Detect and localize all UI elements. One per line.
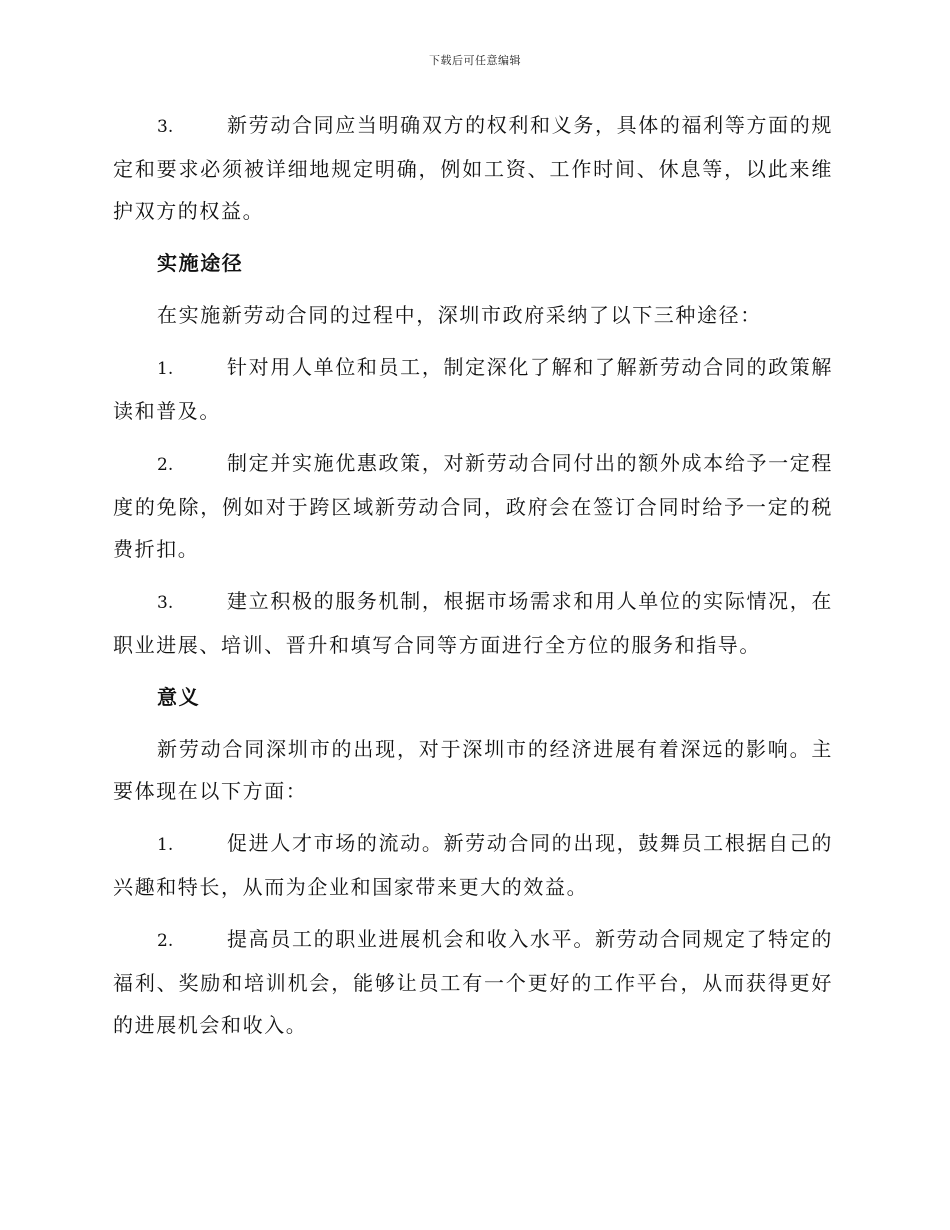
list-number: 3. bbox=[157, 117, 174, 137]
section-heading-implementation: 实施途径 bbox=[157, 251, 244, 275]
list-number: 3. bbox=[157, 593, 174, 613]
implementation-intro: 在实施新劳动合同的过程中，深圳市政府采纳了以下三种途径： bbox=[157, 303, 762, 327]
list-item-text: 提高员工的职业进展机会和收入水平。新劳动合同规定了特定的福利、奖励和培训机会，能够让员工有一个更好的工作平台，从而获得更好的进展机会和收入。 bbox=[113, 927, 833, 1037]
list-number: 1. bbox=[157, 359, 174, 379]
list-number: 2. bbox=[157, 931, 174, 951]
list-item-text: 新劳动合同应当明确双方的权利和义务，具体的福利等方面的规定和要求必须被详细地规定明确，例如工资、工作时间、休息等，以此来维护双方的权益。 bbox=[113, 113, 833, 223]
significance-intro: 新劳动合同深圳市的出现，对于深圳市的经济进展有着深远的影响。主要体现在以下方面： bbox=[113, 737, 833, 803]
document-body bbox=[113, 104, 833, 1056]
page-header: 下载后可任意编辑 bbox=[429, 54, 521, 67]
implementation-item-2 bbox=[113, 442, 833, 570]
implementation-item-3 bbox=[113, 580, 833, 666]
list-number: 1. bbox=[157, 835, 174, 855]
significance-item-2 bbox=[113, 918, 833, 1046]
list-number: 2. bbox=[157, 455, 174, 475]
implementation-item-1 bbox=[113, 346, 833, 432]
section-heading-significance: 意义 bbox=[157, 685, 201, 709]
list-item-text: 针对用人单位和员工，制定深化了解和了解新劳动合同的政策解读和普及。 bbox=[113, 355, 833, 423]
list-item-3-rights bbox=[113, 104, 833, 232]
significance-item-1 bbox=[113, 822, 833, 908]
list-item-text: 制定并实施优惠政策，对新劳动合同付出的额外成本给予一定程度的免除，例如对于跨区域新劳动合同，政府会在签订合同时给予一定的税费折扣。 bbox=[113, 451, 833, 561]
list-item-text: 促进人才市场的流动。新劳动合同的出现，鼓舞员工根据自己的兴趣和特长，从而为企业和国家带来更大的效益。 bbox=[113, 831, 833, 899]
list-item-text: 建立积极的服务机制，根据市场需求和用人单位的实际情况，在职业进展、培训、晋升和填写合同等方面进行全方位的服务和指导。 bbox=[113, 589, 833, 657]
